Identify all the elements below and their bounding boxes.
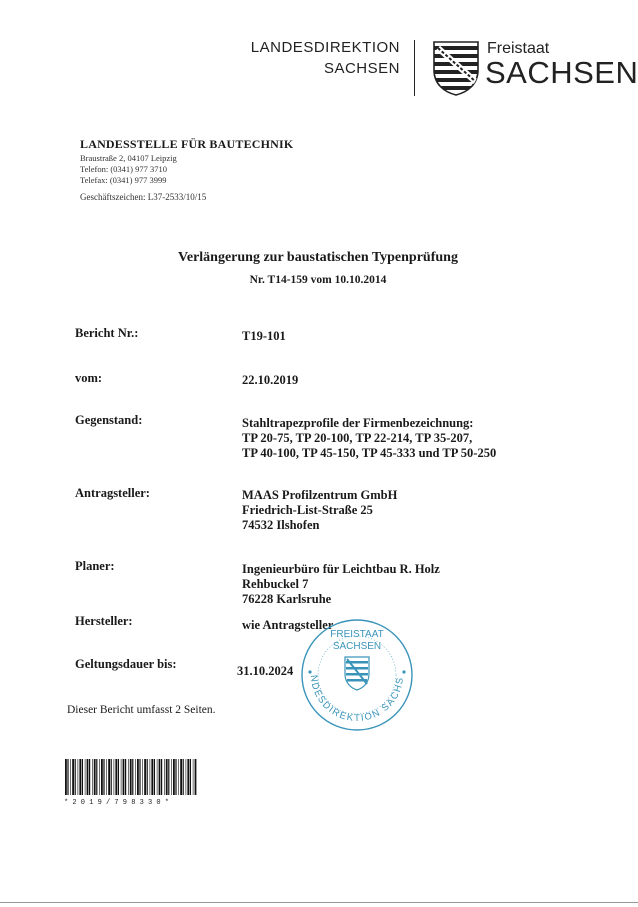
- barcode-number: *2019/798330*: [64, 799, 174, 807]
- applicant-line-1: MAAS Profilzentrum GmbH: [242, 488, 398, 502]
- field-label-subject: Gegenstand:: [75, 413, 143, 427]
- subject-line-2: TP 20-75, TP 20-100, TP 22-214, TP 35-207,: [242, 431, 473, 445]
- planner-line-2: Rehbuckel 7: [242, 577, 309, 591]
- office-name: LANDESSTELLE FÜR BAUTECHNIK: [80, 137, 294, 151]
- field-value-validity: 31.10.2024: [237, 664, 294, 678]
- subject-line-1: Stahltrapezprofile der Firmenbezeichnung:: [242, 416, 474, 430]
- field-label-validity: Geltungsdauer bis:: [75, 657, 177, 671]
- authority-line-2: SACHSEN: [323, 60, 400, 77]
- barcode-bars: [64, 759, 198, 795]
- header-divider: [414, 40, 415, 96]
- field-value-applicant: [242, 488, 397, 533]
- field-label-date: vom:: [75, 371, 103, 385]
- stamp-coat-of-arms-icon: [345, 657, 369, 690]
- office-address-block: [80, 153, 177, 186]
- page-count-note: Dieser Bericht umfasst 2 Seiten.: [67, 704, 216, 716]
- subject-line-3: TP 40-100, TP 45-150, TP 45-333 und TP 50-250: [242, 446, 497, 460]
- planner-line-1: Ingenieurbüro für Leichtbau R. Holz: [242, 562, 440, 576]
- field-label-applicant: Antragsteller:: [75, 486, 150, 500]
- field-label-manufacturer: Hersteller:: [75, 614, 133, 628]
- applicant-line-3: 74532 Ilshofen: [242, 518, 320, 532]
- field-value-subject: [242, 416, 496, 461]
- logo-sachsen: SACHSEN: [485, 55, 638, 90]
- document-title: Verlängerung zur baustatischen Typenprüfung: [178, 250, 458, 265]
- office-fax: Telefax: (0341) 977 3999: [80, 175, 167, 185]
- stamp-top-line-2: SACHSEN: [332, 641, 382, 652]
- official-stamp: [298, 616, 416, 739]
- field-label-report-number: Bericht Nr.:: [75, 326, 139, 340]
- document-subtitle: Nr. T14-159 vom 10.10.2014: [249, 274, 387, 286]
- issuing-authority: [230, 37, 400, 79]
- office-phone: Telefon: (0341) 977 3710: [80, 164, 167, 174]
- barcode: [64, 759, 198, 807]
- field-value-date: 22.10.2019: [242, 373, 299, 387]
- authority-line-1: LANDESDIREKTION: [250, 39, 400, 56]
- office-address: Braustraße 2, 04107 Leipzig: [80, 153, 177, 163]
- stamp-ring-text: NDESDIREKTION SACHS: [307, 674, 407, 725]
- reference-number: Geschäftszeichen: L37-2533/10/15: [80, 192, 207, 202]
- planner-line-3: 76228 Karlsruhe: [242, 592, 332, 606]
- field-value-manufacturer: wie Antragsteller: [242, 618, 334, 632]
- field-label-planner: Planer:: [75, 559, 115, 573]
- field-value-report-number: T19-101: [242, 329, 286, 343]
- field-value-planner: [242, 562, 440, 607]
- stamp-top-line-1: FREISTAAT: [330, 629, 384, 640]
- logo-freistaat: Freistaat: [487, 40, 550, 57]
- saxony-coat-of-arms-icon: [432, 40, 480, 101]
- page-bottom-edge: [0, 902, 638, 903]
- applicant-line-2: Friedrich-List-Straße 25: [242, 503, 373, 517]
